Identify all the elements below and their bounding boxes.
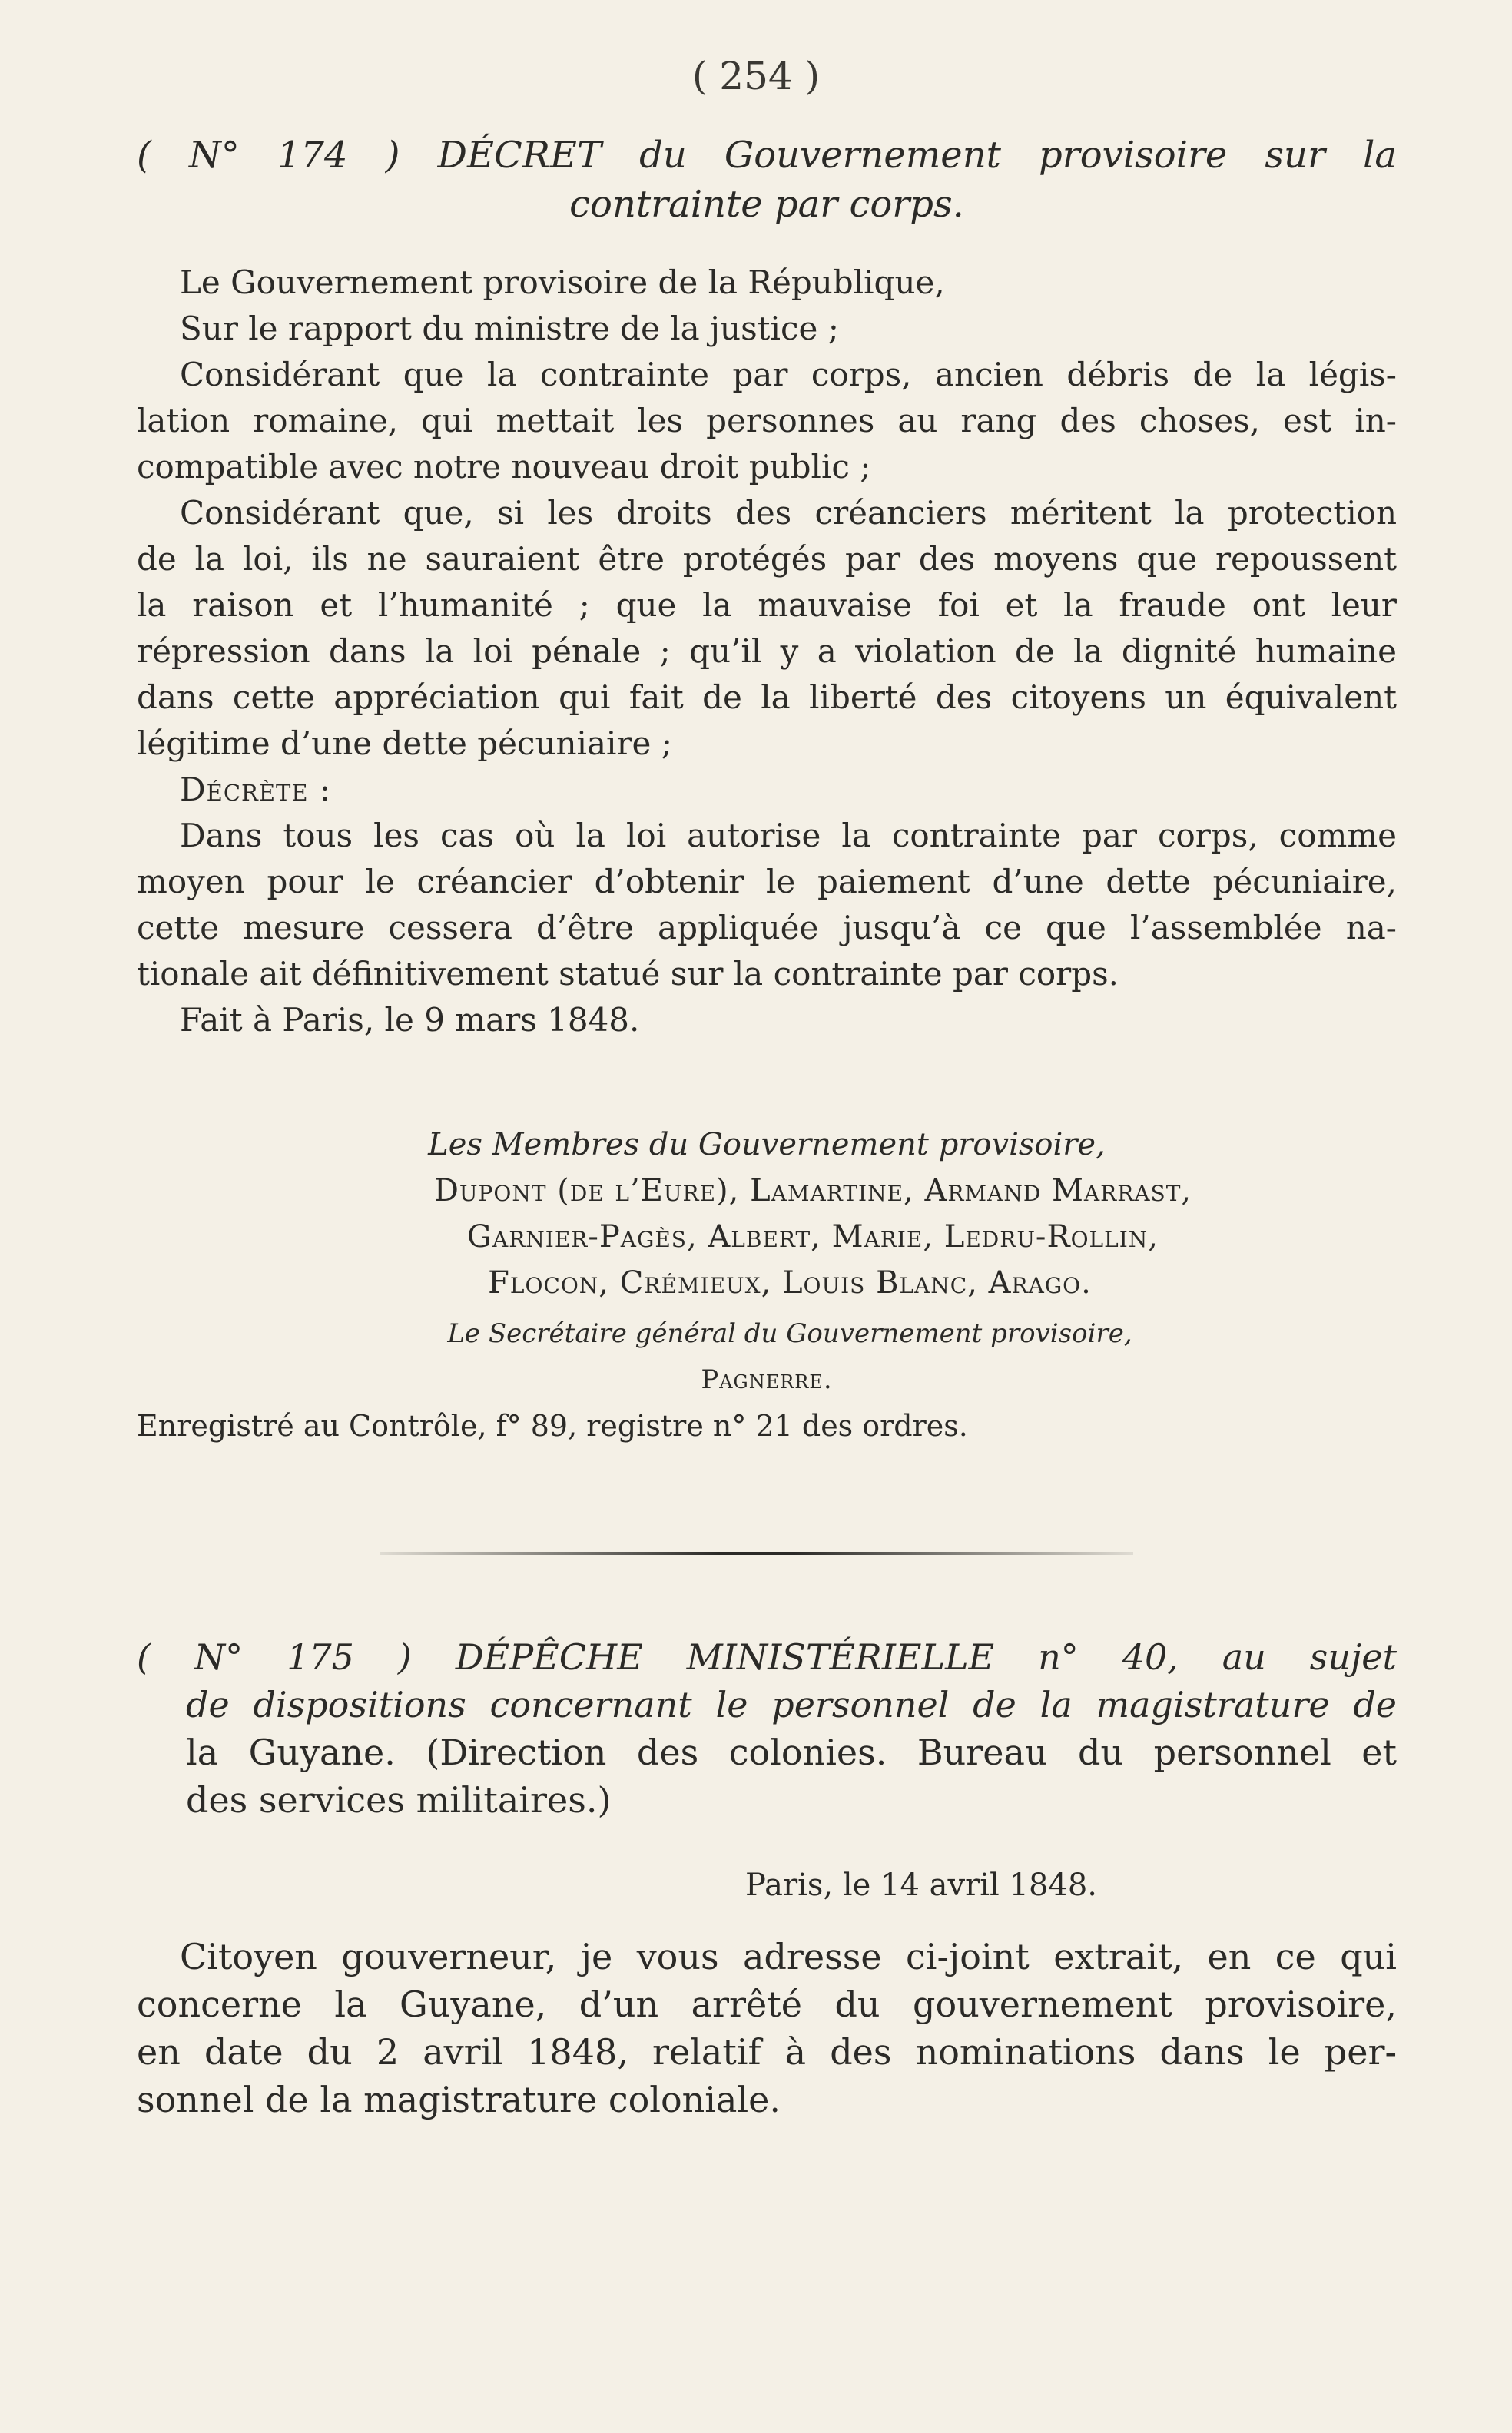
depeche-175-title-line: des services militaires.) [186,1779,612,1821]
members-line: Flocon, Crémieux, Louis Blanc, Arago. [488,1265,1092,1301]
decree-174-title-line-1: ( N° 174 ) DÉCRET du Gouvernement provisoire sur la [137,134,1397,177]
body-line: dans cette appréciation qui fait de la liberté des citoyens un équivalent [137,678,1397,716]
body-line: Sur le rapport du ministre de la justice ; [180,310,839,347]
decrete-heading: Décrète : [180,771,332,808]
body-line: la raison et l’humanité ; que la mauvaise foi et la fraude ont leur [137,586,1397,624]
secretary-heading: Le Secrétaire général du Gouvernement provisoire, [447,1318,1132,1349]
decree-174-title [137,131,1397,229]
body-line: Considérant que la contrainte par corps, ancien débris de la légis- [180,356,1397,393]
members-heading: Les Membres du Gouvernement provisoire, [428,1127,1106,1162]
registry-line: Enregistré au Contrôle, f° 89, registre n° 21 des ordres. [137,1409,968,1443]
body-line: de la loi, ils ne sauraient être protégés par des moyens que repoussent [137,540,1397,578]
signature-date: Fait à Paris, le 9 mars 1848. [180,1001,640,1039]
depeche-175-title-line: de dispositions concernant le personnel de la magistrature de [186,1684,1397,1725]
depeche-date: Paris, le 14 avril 1848. [745,1868,1098,1903]
depeche-175-body [137,1933,1397,2123]
body-line: concerne la Guyane, d’un arrêté du gouvernement provisoire, [137,1984,1397,2025]
members-line: Garnier-Pagès, Albert, Marie, Ledru-Rollin, [467,1219,1159,1255]
body-line: tionale ait définitivement statué sur la contrainte par corps. [137,955,1119,993]
body-line: compatible avec notre nouveau droit public ; [137,448,871,486]
body-line: Citoyen gouverneur, je vous adresse ci-joint extrait, en ce qui [180,1936,1397,1977]
body-line: cette mesure cessera d’être appliquée jusqu’à ce que l’assemblée na- [137,909,1397,946]
decree-174-body [137,260,1397,1043]
body-line: sonnel de la magistrature coloniale. [137,2079,781,2120]
body-line: Considérant que, si les droits des créanciers méritent la protection [180,494,1397,532]
body-line: répression dans la loi pénale ; qu’il y a violation de la dignité humaine [137,632,1397,670]
body-line: lation romaine, qui mettait les personnes au rang des choses, est in- [137,402,1397,439]
secretary-name: Pagnerre. [701,1364,833,1395]
signatories-block [137,1122,1397,1449]
body-line: légitime d’une dette pécuniaire ; [137,724,672,762]
section-divider [380,1552,1133,1555]
depeche-175-title-line: ( N° 175 ) DÉPÊCHE MINISTÉRIELLE n° 40, au sujet [137,1636,1397,1678]
decree-174-title-line-2: contrainte par corps. [569,183,964,226]
depeche-175-title [137,1633,1397,1824]
body-line: Le Gouvernement provisoire de la République, [180,264,945,301]
body-line: moyen pour le créancier d’obtenir le paiement d’une dette pécuniaire, [137,863,1397,900]
body-line: Dans tous les cas où la loi autorise la contrainte par corps, comme [180,817,1397,854]
body-line: en date du 2 avril 1848, relatif à des nominations dans le per- [137,2031,1397,2073]
depeche-175-title-line: la Guyane. (Direction des colonies. Bureau du personnel et [186,1732,1397,1773]
page-number: ( 254 ) [691,54,821,98]
depeche-175-date [745,1862,1206,1908]
members-line: Dupont (de l’Eure), Lamartine, Armand Marrast, [433,1173,1192,1208]
